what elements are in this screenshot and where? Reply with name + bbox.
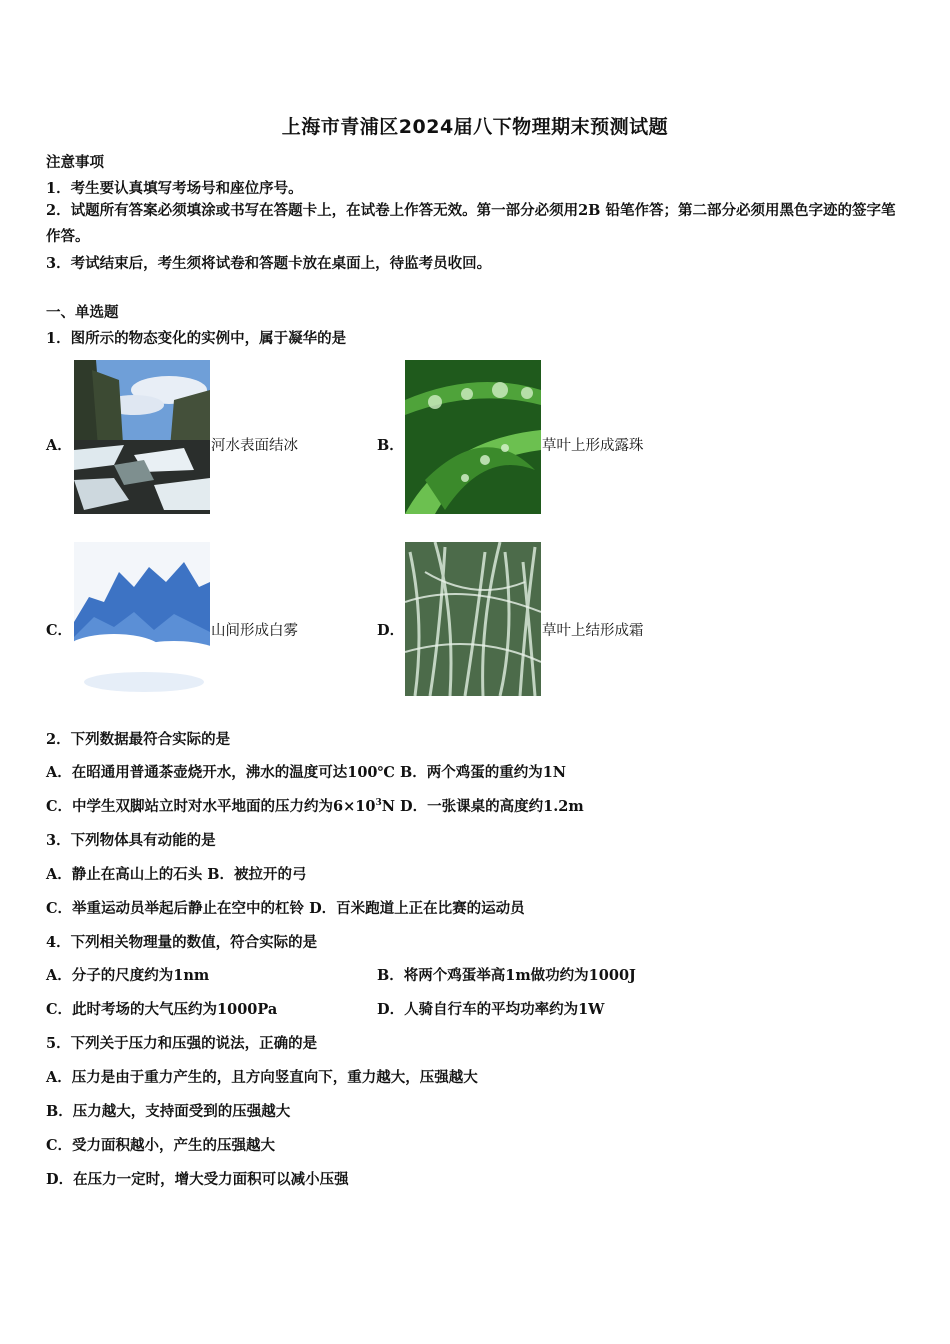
q1-option-c-text: 山间形成白雾: [211, 623, 298, 639]
q3-options-line-1: A．静止在高山上的石头 B．被拉开的弓: [46, 866, 307, 883]
river-ice-photo: [74, 360, 210, 514]
mountain-fog-photo: [74, 542, 210, 696]
q5-option-d: D．在压力一定时，增大受力面积可以减小压强: [46, 1171, 349, 1188]
q4-option-d: D．人骑自行车的平均功率约为1W: [377, 1001, 605, 1018]
q1-option-a-text: 河水表面结冰: [211, 438, 298, 454]
q2-options-line-1: A．在昭通用普通茶壶烧开水，沸水的温度可达100℃ B．两个鸡蛋的重约为1N: [46, 764, 567, 781]
q2-stem: 2．下列数据最符合实际的是: [46, 731, 231, 748]
section-heading: 一、单选题: [46, 304, 119, 321]
dew-leaf-photo: [405, 360, 541, 514]
q1-option-d-text: 草叶上结形成霜: [542, 623, 644, 639]
q1-stem: 1．图所示的物态变化的实例中，属于凝华的是: [46, 330, 347, 347]
notice-item-3: 3．考试结束后，考生须将试卷和答题卡放在桌面上，待监考员收回。: [46, 255, 492, 272]
q1-option-d-letter: D．: [377, 622, 405, 639]
q5-option-b: B．压力越大，支持面受到的压强越大: [46, 1103, 291, 1120]
q1-option-b-letter: B．: [377, 437, 404, 454]
q5-option-a: A．压力是由于重力产生的，且方向竖直向下，重力越大，压强越大: [46, 1069, 478, 1086]
q4-option-c: C．此时考场的大气压约为1000Pa: [46, 1001, 278, 1018]
q1-option-c-letter: C．: [46, 622, 73, 639]
q4-option-b: B．将两个鸡蛋举高1m做功约为1000J: [377, 967, 636, 984]
page-title: 上海市青浦区2024届八下物理期末预测试题: [281, 116, 669, 138]
q2-option-c-text: C．中学生双脚站立时对水平地面的压力约为6×10: [46, 798, 376, 815]
q2-options-line-2: [46, 795, 584, 816]
notice-heading: 注意事项: [46, 154, 104, 171]
q2-exponent: 3: [375, 798, 382, 809]
q4-option-a: A．分子的尺度约为1nm: [46, 967, 210, 984]
q4-stem: 4．下列相关物理量的数值，符合实际的是: [46, 934, 318, 951]
frost-grass-photo: [405, 542, 541, 696]
q2-option-d-text: N D．一张课桌的高度约1.2m: [381, 798, 584, 815]
notice-item-2: 2．试题所有答案必须填涂或书写在答题卡上，在试卷上作答无效。第一部分必须用2B 铅笔作答；第二部分必须用黑色字迹的签字笔作答。: [46, 202, 896, 245]
q1-option-b-text: 草叶上形成露珠: [542, 438, 644, 454]
q1-option-a-letter: A．: [46, 437, 72, 454]
q5-option-c: C．受力面积越小，产生的压强越大: [46, 1137, 276, 1154]
q3-options-line-2: C．举重运动员举起后静止在空中的杠铃 D．百米跑道上正在比赛的运动员: [46, 900, 525, 917]
q5-stem: 5．下列关于压力和压强的说法，正确的是: [46, 1035, 318, 1052]
notice-item-1: 1．考生要认真填写考场号和座位序号。: [46, 180, 303, 197]
q3-stem: 3．下列物体具有动能的是: [46, 832, 216, 849]
